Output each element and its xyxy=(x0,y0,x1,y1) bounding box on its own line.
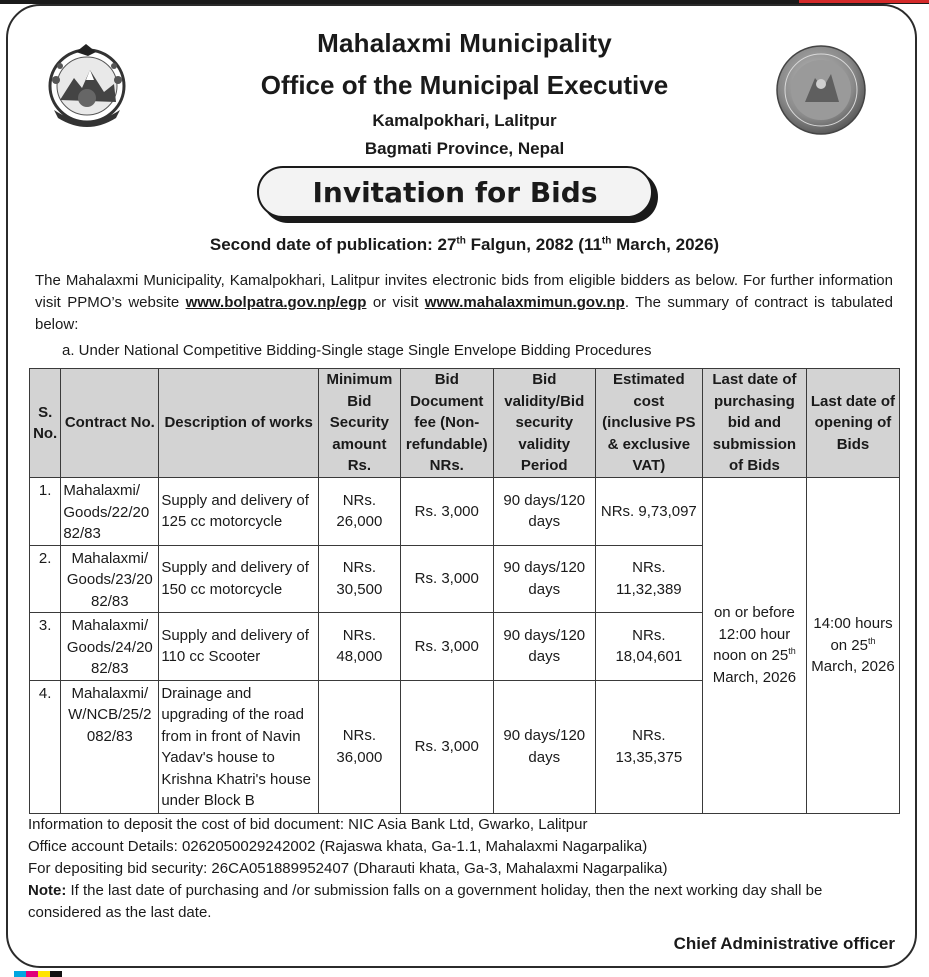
col-header-validity: Bid validity/Bid security validity Period xyxy=(493,369,595,478)
intro-text: or visit xyxy=(366,294,425,311)
publication-date-part: Second date of publication: 27 xyxy=(209,235,457,254)
procedure-line: a. Under National Competitive Bidding-Single stage Single Envelope Bidding Procedures xyxy=(62,342,652,359)
cell-description: Drainage and upgrading of the road from in front of Navin Yadav's house to Krishna Khatri's house under Block B xyxy=(159,680,319,813)
cell-security: NRs. 36,000 xyxy=(318,680,400,813)
cell-validity: 90 days/120 days xyxy=(493,545,595,613)
corner-accent xyxy=(799,0,929,3)
address-line-1: Kamalpokhari, Lalitpur xyxy=(372,111,557,130)
cell-contract: Mahalaxmi/ Goods/22/20 82/83 xyxy=(61,478,159,546)
cell-opening-date xyxy=(806,478,899,814)
cell-description: Supply and delivery of 110 cc Scooter xyxy=(159,613,319,681)
cell-fee: Rs. 3,000 xyxy=(400,613,493,681)
note-text: If the last date of purchasing and /or submission falls on a government holiday, then the next working day shall be considered as the last date. xyxy=(28,882,823,921)
purchase-date-text: on or before 12:00 hour noon on 25 xyxy=(713,604,795,665)
cell-cost: NRs. 9,73,097 xyxy=(595,478,702,546)
cell-contract: Mahalaxmi/ Goods/24/20 82/83 xyxy=(61,613,159,681)
cell-cost: NRs. 11,32,389 xyxy=(595,545,702,613)
cell-contract: Mahalaxmi/ W/NCB/25/2 082/83 xyxy=(61,680,159,813)
footer-security-line: For depositing bid security: 26CA051889952407 (Dharauti khata, Ga-3, Mahalaxmi Nagarpalika) xyxy=(28,860,668,877)
intro-paragraph xyxy=(35,270,893,336)
note-label: Note: xyxy=(28,882,67,899)
col-header-sn: S. No. xyxy=(30,369,61,478)
cell-security: NRs. 48,000 xyxy=(318,613,400,681)
col-header-contract: Contract No. xyxy=(61,369,159,478)
cell-cost: NRs. 18,04,601 xyxy=(595,613,702,681)
col-header-purchase: Last date of purchasing bid and submission of Bids xyxy=(702,369,806,478)
cell-validity: 90 days/120 days xyxy=(493,680,595,813)
col-header-opening: Last date of opening of Bids xyxy=(806,369,899,478)
intro-text: . The summary of contract is tabulated below: xyxy=(35,294,893,333)
publication-date xyxy=(0,235,929,255)
cell-validity: 90 days/120 days xyxy=(493,613,595,681)
opening-date-text: 14:00 hours on 25 xyxy=(813,615,893,654)
opening-date-text: March, 2026 xyxy=(811,658,895,675)
publication-date-sup: th xyxy=(456,235,466,247)
purchase-date-sup: th xyxy=(788,646,796,657)
footer-info xyxy=(28,814,898,924)
col-header-description: Description of works xyxy=(159,369,319,478)
address-line-2: Bagmati Province, Nepal xyxy=(364,139,565,158)
signature-title: Chief Administrative officer xyxy=(673,934,895,953)
page-title: Invitation for Bids xyxy=(257,166,653,218)
publication-date-sup: th xyxy=(601,235,612,247)
municipality-link[interactable]: www.mahalaxmimun.gov.np xyxy=(424,294,625,311)
cell-sn: 2. xyxy=(30,545,61,613)
footer-bank-line: Information to deposit the cost of bid document: NIC Asia Bank Ltd, Gwarko, Lalitpur xyxy=(28,816,588,833)
cell-cost: NRs. 13,35,375 xyxy=(595,680,702,813)
cell-fee: Rs. 3,000 xyxy=(400,680,493,813)
purchase-date-text: March, 2026 xyxy=(712,668,797,686)
cell-sn: 1. xyxy=(30,478,61,546)
opening-date-sup: th xyxy=(867,635,876,646)
cell-contract: Mahalaxmi/ Goods/23/20 82/83 xyxy=(61,545,159,613)
publication-date-part: March, 2026) xyxy=(611,235,720,254)
col-header-security: Minimum Bid Security amount Rs. xyxy=(318,369,400,478)
col-header-cost: Estimated cost (inclusive PS & exclusive VAT) xyxy=(595,369,702,478)
cell-security: NRs. 26,000 xyxy=(318,478,400,546)
cell-description: Supply and delivery of 125 cc motorcycle xyxy=(159,478,319,546)
org-name: Mahalaxmi Municipality xyxy=(317,28,612,58)
cell-fee: Rs. 3,000 xyxy=(400,545,493,613)
print-color-bar xyxy=(14,971,62,977)
footer-account-line: Office account Details: 0262050029242002 (Rajaswa khata, Ga-1.1, Mahalaxmi Nagarpalika) xyxy=(28,838,648,855)
cell-sn: 4. xyxy=(30,680,61,813)
bids-table xyxy=(29,368,900,814)
cell-security: NRs. 30,500 xyxy=(318,545,400,613)
col-header-fee: Bid Document fee (Non-refundable) NRs. xyxy=(400,369,493,478)
cell-description: Supply and delivery of 150 cc motorcycle xyxy=(159,545,319,613)
footer-note xyxy=(28,880,898,924)
cell-purchase-date xyxy=(702,478,806,814)
cell-validity: 90 days/120 days xyxy=(493,478,595,546)
ppmo-link[interactable]: www.bolpatra.gov.np/egp xyxy=(185,294,367,311)
table-row xyxy=(30,478,900,546)
cell-sn: 3. xyxy=(30,613,61,681)
publication-date-part: Falgun, 2082 (11 xyxy=(465,235,602,254)
intro-text: The Mahalaxmi Municipality, Kamalpokhari, Lalitpur invites electronic bids from eligible bidders as below. For further information visit PPMO’s website xyxy=(35,272,893,311)
cell-fee: Rs. 3,000 xyxy=(400,478,493,546)
table-header-row xyxy=(30,369,900,478)
office-name: Office of the Municipal Executive xyxy=(260,70,669,100)
